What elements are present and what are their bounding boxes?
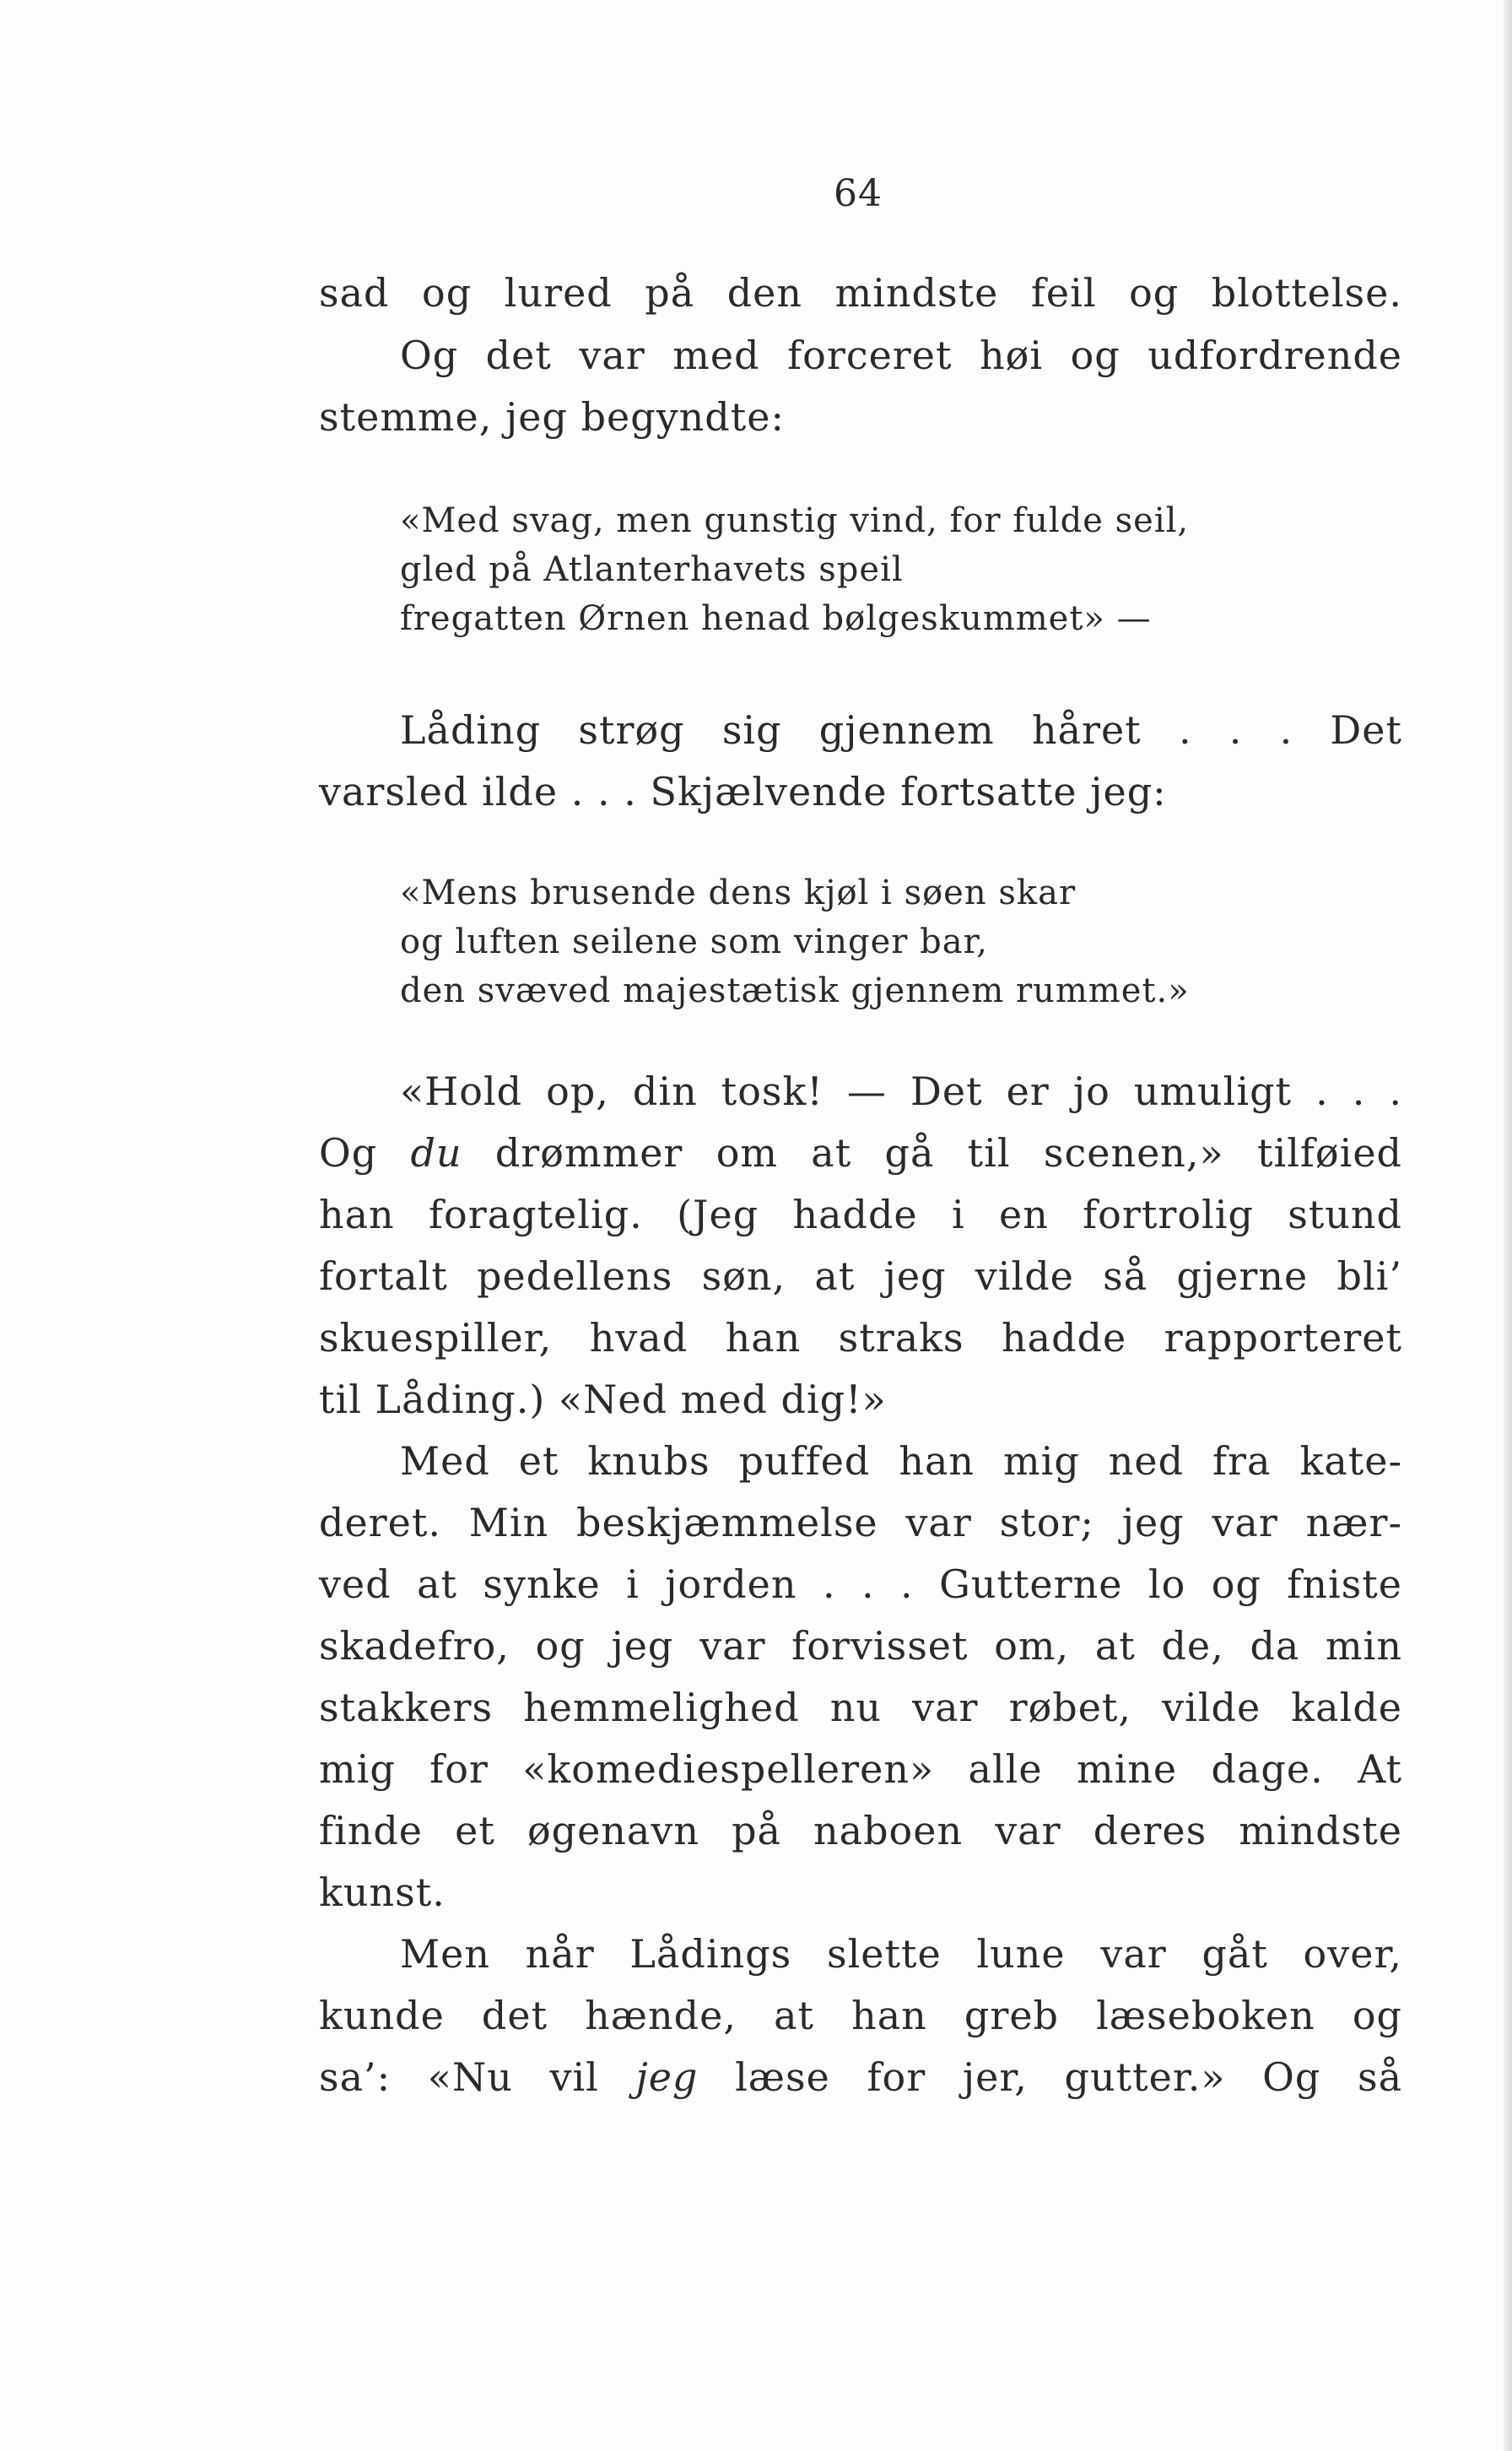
text-line: Men når Lådings slette lune var gåt over, xyxy=(400,1931,1402,1977)
text-line: finde et øgenavn på naboen var deres mindste xyxy=(319,1808,1402,1853)
text-line: fortalt pedellens søn, at jeg vilde så gjerne bli’ xyxy=(319,1253,1402,1299)
verse-line: gled på Atlanterhavets speil xyxy=(400,550,904,589)
text-line: kunst. xyxy=(319,1869,446,1915)
text-line: til Låding.) «Ned med dig!» xyxy=(319,1377,887,1422)
verse-line: fregatten Ørnen henad bølgeskummet» — xyxy=(400,599,1152,638)
text-line: kunde det hænde, at han greb læseboken og xyxy=(319,1993,1402,2038)
text-fragment: læse for jer, gutter.» Og så xyxy=(698,2054,1402,2100)
text-line: «Hold op, din tosk! — Det er jo umuligt . . . xyxy=(400,1069,1402,1114)
page-number: 64 xyxy=(834,172,883,215)
text-line: stakkers hemmelighed nu var røbet, vilde kalde xyxy=(319,1685,1402,1730)
page-edge-shadow xyxy=(1504,0,1512,2451)
text-line: skuespiller, hvad han straks hadde rapporteret xyxy=(319,1315,1402,1361)
text-line xyxy=(319,1128,1402,1177)
text-line: Og det var med forceret høi og udfordrende xyxy=(400,333,1402,378)
text-line: deret. Min beskjæmmelse var stor; jeg var nær- xyxy=(319,1500,1402,1545)
emphasis-word: du xyxy=(410,1130,462,1176)
text-line: Låding strøg sig gjennem håret . . . Det xyxy=(400,707,1402,753)
verse-line: «Mens brusende dens kjøl i søen skar xyxy=(400,874,1077,912)
text-line: han foragtelig. (Jeg hadde i en fortrolig stund xyxy=(319,1192,1402,1237)
text-fragment: sa’: «Nu vil xyxy=(319,2054,636,2100)
verse-line: den svæved majestætisk gjennem rummet.» xyxy=(400,971,1190,1010)
text-line xyxy=(319,2053,1402,2102)
verse-line: og luften seilene som vinger bar, xyxy=(400,923,989,961)
text-line: varsled ilde . . . Skjælvende fortsatte jeg: xyxy=(319,769,1167,814)
text-fragment: drømmer om at gå til scenen,» tilføied xyxy=(462,1130,1403,1176)
text-line: stemme, jeg begyndte: xyxy=(319,394,785,440)
text-line: sad og lured på den mindste feil og blottelse. xyxy=(319,270,1402,316)
text-line: ved at synke i jorden . . . Gutterne lo og fniste xyxy=(319,1561,1402,1607)
text-fragment: Og xyxy=(319,1130,411,1176)
verse-line: «Med svag, men gunstig vind, for fulde seil, xyxy=(400,501,1190,540)
text-line: mig for «komediespelleren» alle mine dage. At xyxy=(319,1746,1402,1792)
text-line: Med et knubs puffed han mig ned fra kate- xyxy=(400,1438,1402,1484)
text-line: skadefro, og jeg var forvisset om, at de, da min xyxy=(319,1623,1402,1669)
emphasis-word: jeg xyxy=(635,2054,699,2100)
